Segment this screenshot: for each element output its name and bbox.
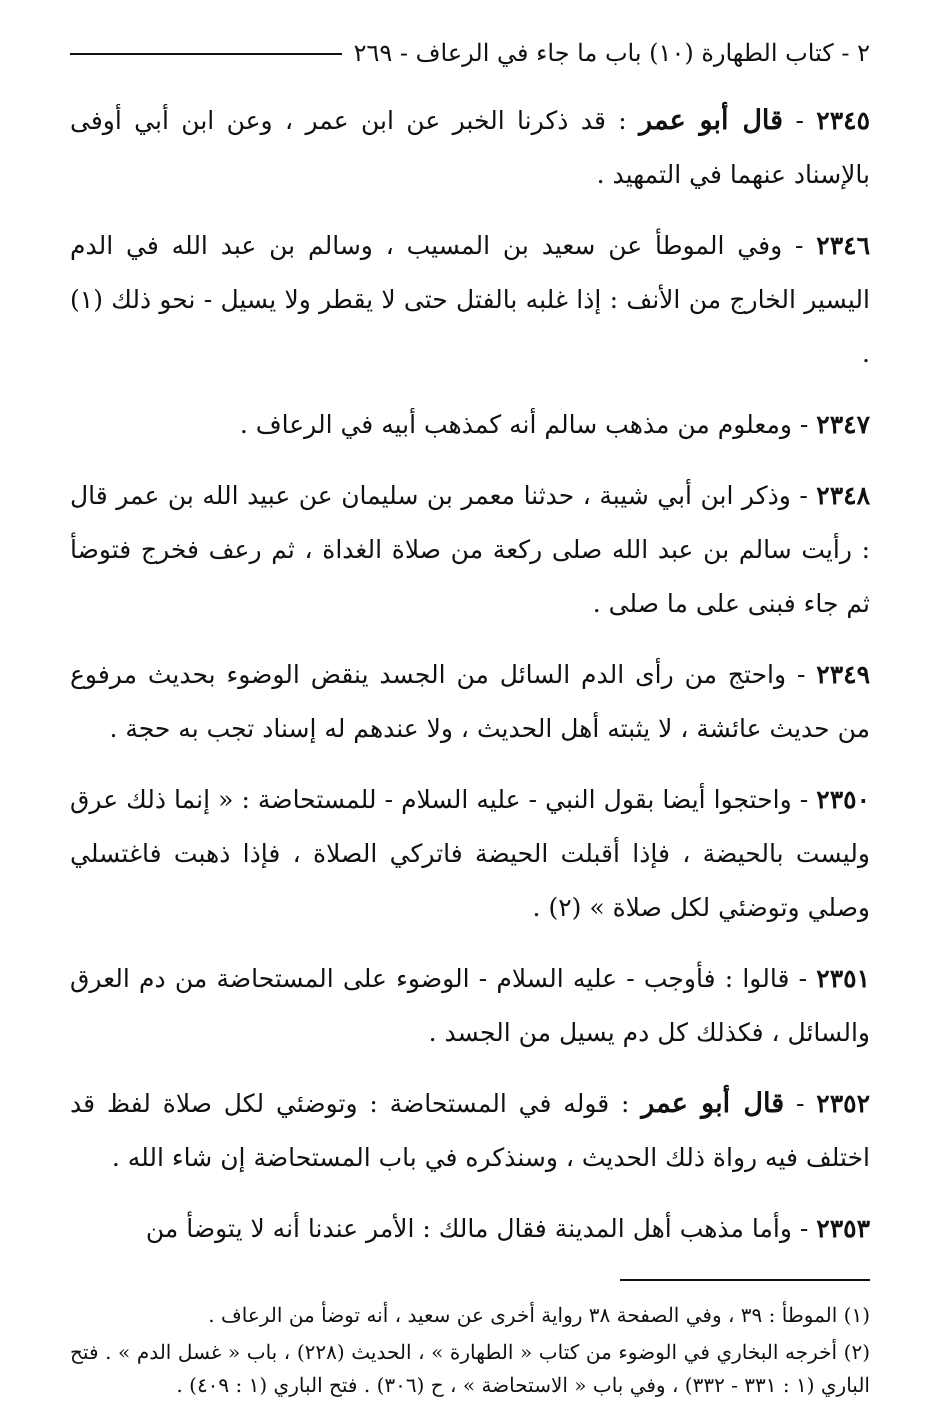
book-page bbox=[70, 30, 871, 1397]
footnote-separator bbox=[620, 1279, 870, 1281]
paragraph-number: ٢٣٥١ bbox=[816, 964, 871, 993]
paragraph-2348: ٢٣٤٨ - وذكر ابن أبي شيبة ، حدثنا معمر بن سليمان عن عبيد الله بن عمر قال : رأيت سالم بن عبد الله صلى ركعة من صلاة الغداة ، ثم رعف فخرج فتوضأ ثم جاء فبنى على ما صلى . bbox=[70, 481, 871, 618]
paragraph-number: ٢٣٤٨ bbox=[816, 481, 871, 510]
paragraph-text: : قد ذكرنا الخبر عن ابن عمر ، وعن ابن أبي أوفى بالإسناد عنهما في التمهيد . bbox=[70, 106, 870, 189]
header-rule bbox=[70, 53, 342, 55]
paragraph-2350: ٢٣٥٠ - واحتجوا أيضا بقول النبي - عليه السلام - للمستحاضة : « إنما ذلك عرق وليست بالحيضة ، فإذا أقبلت الحيضة فاتركي الصلاة ، فإذا ذهبت فاغتسلي وصلي وتوضئي لكل صلاة » (٢) . bbox=[70, 785, 870, 922]
paragraph-text: واحتج من رأى الدم السائل من الجسد ينقض الوضوء بحديث مرفوع من حديث عائشة ، لا يثبته أهل الحديث ، ولا عندهم له إسناد تجب به حجة . bbox=[70, 660, 870, 743]
paragraph-text: وذكر ابن أبي شيبة ، حدثنا معمر بن سليمان عن عبيد الله بن عمر قال : رأيت سالم بن عبد الله صلى ركعة من صلاة الغداة ، ثم رعف فخرج فتوضأ ثم جاء فبنى على ما صلى . bbox=[70, 481, 870, 618]
footnote-1: (١) الموطأ : ٣٩ ، وفي الصفحة ٣٨ رواية أخرى عن سعيد ، أنه توضأ من الرعاف . bbox=[208, 1303, 870, 1327]
running-header bbox=[70, 30, 870, 76]
paragraph-number: ٢٣٤٥ bbox=[816, 106, 870, 135]
paragraph-2352: ٢٣٥٢ - قال أبو عمر : قوله في المستحاضة : وتوضئي لكل صلاة لفظ قد اختلف فيه رواة ذلك الحديث ، وسنذكره في باب المستحاضة إن شاء الله . bbox=[70, 1088, 870, 1172]
paragraph-lead: قال أبو عمر bbox=[641, 1088, 785, 1119]
paragraph-number: ٢٣٥٢ bbox=[816, 1089, 870, 1118]
paragraph-number: ٢٣٤٦ bbox=[816, 231, 871, 260]
paragraph-number: ٢٣٤٩ bbox=[816, 660, 871, 689]
paragraph-number: ٢٣٥٣ bbox=[816, 1214, 870, 1243]
paragraph-number: ٢٣٤٧ bbox=[816, 410, 870, 439]
paragraph-2346: ٢٣٤٦ - وفي الموطأ عن سعيد بن المسيب ، وسالم بن عبد الله في الدم اليسير الخارج من الأنف : إذا غلبه بالفتل حتى لا يقطر ولا يسيل - نحو ذلك (١) . bbox=[70, 231, 871, 368]
paragraph-text: ومعلوم من مذهب سالم أنه كمذهب أبيه في الرعاف . bbox=[239, 410, 792, 439]
paragraph-2345: ٢٣٤٥ - قال أبو عمر : قد ذكرنا الخبر عن ابن عمر ، وعن ابن أبي أوفى بالإسناد عنهما في التمهيد . bbox=[70, 105, 870, 189]
paragraph-text: قالوا : فأوجب - عليه السلام - الوضوء على المستحاضة من دم العرق والسائل ، فكذلك كل دم يسيل من الجسد . bbox=[70, 964, 870, 1047]
paragraph-number: ٢٣٥٠ bbox=[816, 785, 870, 814]
header-title: ٢ - كتاب الطهارة (١٠) باب ما جاء في الرعاف - ٢٦٩ bbox=[353, 39, 870, 67]
main-text bbox=[70, 94, 870, 1256]
paragraph-2351: ٢٣٥١ - قالوا : فأوجب - عليه السلام - الوضوء على المستحاضة من دم العرق والسائل ، فكذلك كل دم يسيل من الجسد . bbox=[70, 964, 871, 1047]
paragraph-text: وأما مذهب أهل المدينة فقال مالك : الأمر عندنا أنه لا يتوضأ من bbox=[145, 1214, 792, 1243]
paragraph-2347: ٢٣٤٧ - ومعلوم من مذهب سالم أنه كمذهب أبيه في الرعاف . bbox=[239, 410, 870, 439]
paragraph-text: : قوله في المستحاضة : وتوضئي لكل صلاة لفظ قد اختلف فيه رواة ذلك الحديث ، وسنذكره في باب المستحاضة إن شاء الله . bbox=[70, 1089, 870, 1172]
paragraph-text: واحتجوا أيضا بقول النبي - عليه السلام - للمستحاضة : « إنما ذلك عرق وليست بالحيضة ، فإذا أقبلت الحيضة فاتركي الصلاة ، فإذا ذهبت فاغتسلي وصلي وتوضئي لكل صلاة » (٢) . bbox=[70, 785, 870, 922]
footnote-2: (٢) أخرجه البخاري في الوضوء من كتاب « الطهارة » ، الحديث (٢٢٨) ، باب « غسل الدم » . فتح الباري (١ : ٣٣١ - ٣٣٢) ، وفي باب « الاستحاضة » ، ح (٣٠٦) . فتح الباري (١ : ٤٠٩) . bbox=[70, 1340, 870, 1397]
footnotes bbox=[70, 1299, 870, 1402]
paragraph-2353: ٢٣٥٣ - وأما مذهب أهل المدينة فقال مالك : الأمر عندنا أنه لا يتوضأ من bbox=[145, 1214, 870, 1243]
paragraph-lead: قال أبو عمر bbox=[639, 105, 784, 136]
paragraph-text: وفي الموطأ عن سعيد بن المسيب ، وسالم بن عبد الله في الدم اليسير الخارج من الأنف : إذا غلبه بالفتل حتى لا يقطر ولا يسيل - نحو ذلك (١) . bbox=[70, 231, 870, 368]
paragraph-2349: ٢٣٤٩ - واحتج من رأى الدم السائل من الجسد ينقض الوضوء بحديث مرفوع من حديث عائشة ، لا يثبته أهل الحديث ، ولا عندهم له إسناد تجب به حجة . bbox=[70, 660, 871, 743]
